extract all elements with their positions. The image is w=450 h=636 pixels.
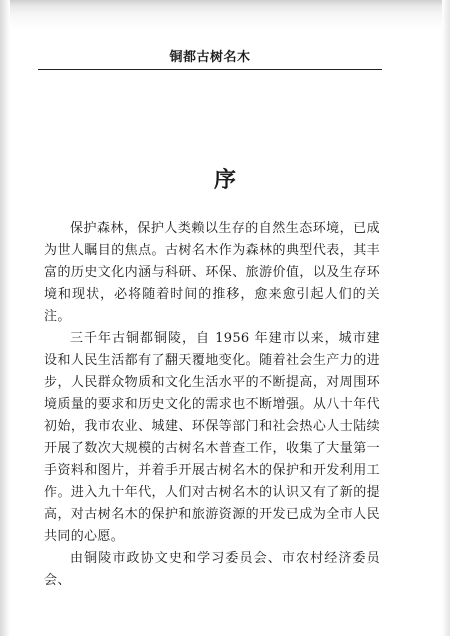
scan-shadow-left [0,0,10,636]
body-text [44,218,380,592]
paragraph-1: 保护森林，保护人类赖以生存的自然生态环境，已成为世人瞩目的焦点。古树名木作为森林的典型代表，其丰富的历史文化内涵与科研、环保、旅游价值，以及生存环境和现状，必将随着时间的推移，愈来愈引起人们的关注。 [44,221,380,324]
paragraph-2: 三千年古铜都铜陵，自 1956 年建市以来，城市建设和人民生活都有了翻天覆地变化。随着社会生产力的进步，人民群众物质和文化生活水平的不断提高，对周围环境质量的要求和历史文化的需求也不断增强。从八十年代初始，我市农业、城建、环保等部门和社会热心人士陆续开展了数次大规模的古树名木普查工作，收集了大量第一手资料和图片，并着手开展古树名木的保护和开发利用工作。进入九十年代，人们对古树名木的认识又有了新的提高，对古树名木的保护和旅游资源的开发已成为全市人民共同的心愿。 [44,331,380,544]
scan-shadow-top [0,0,450,30]
paragraph-3: 由铜陵市政协文史和学习委员会、市农村经济委员会、 [44,551,380,588]
running-header: 铜都古树名木 [169,50,251,65]
scan-shadow-right [442,0,450,636]
header-rule [38,69,382,70]
section-title: 序 [213,168,236,193]
